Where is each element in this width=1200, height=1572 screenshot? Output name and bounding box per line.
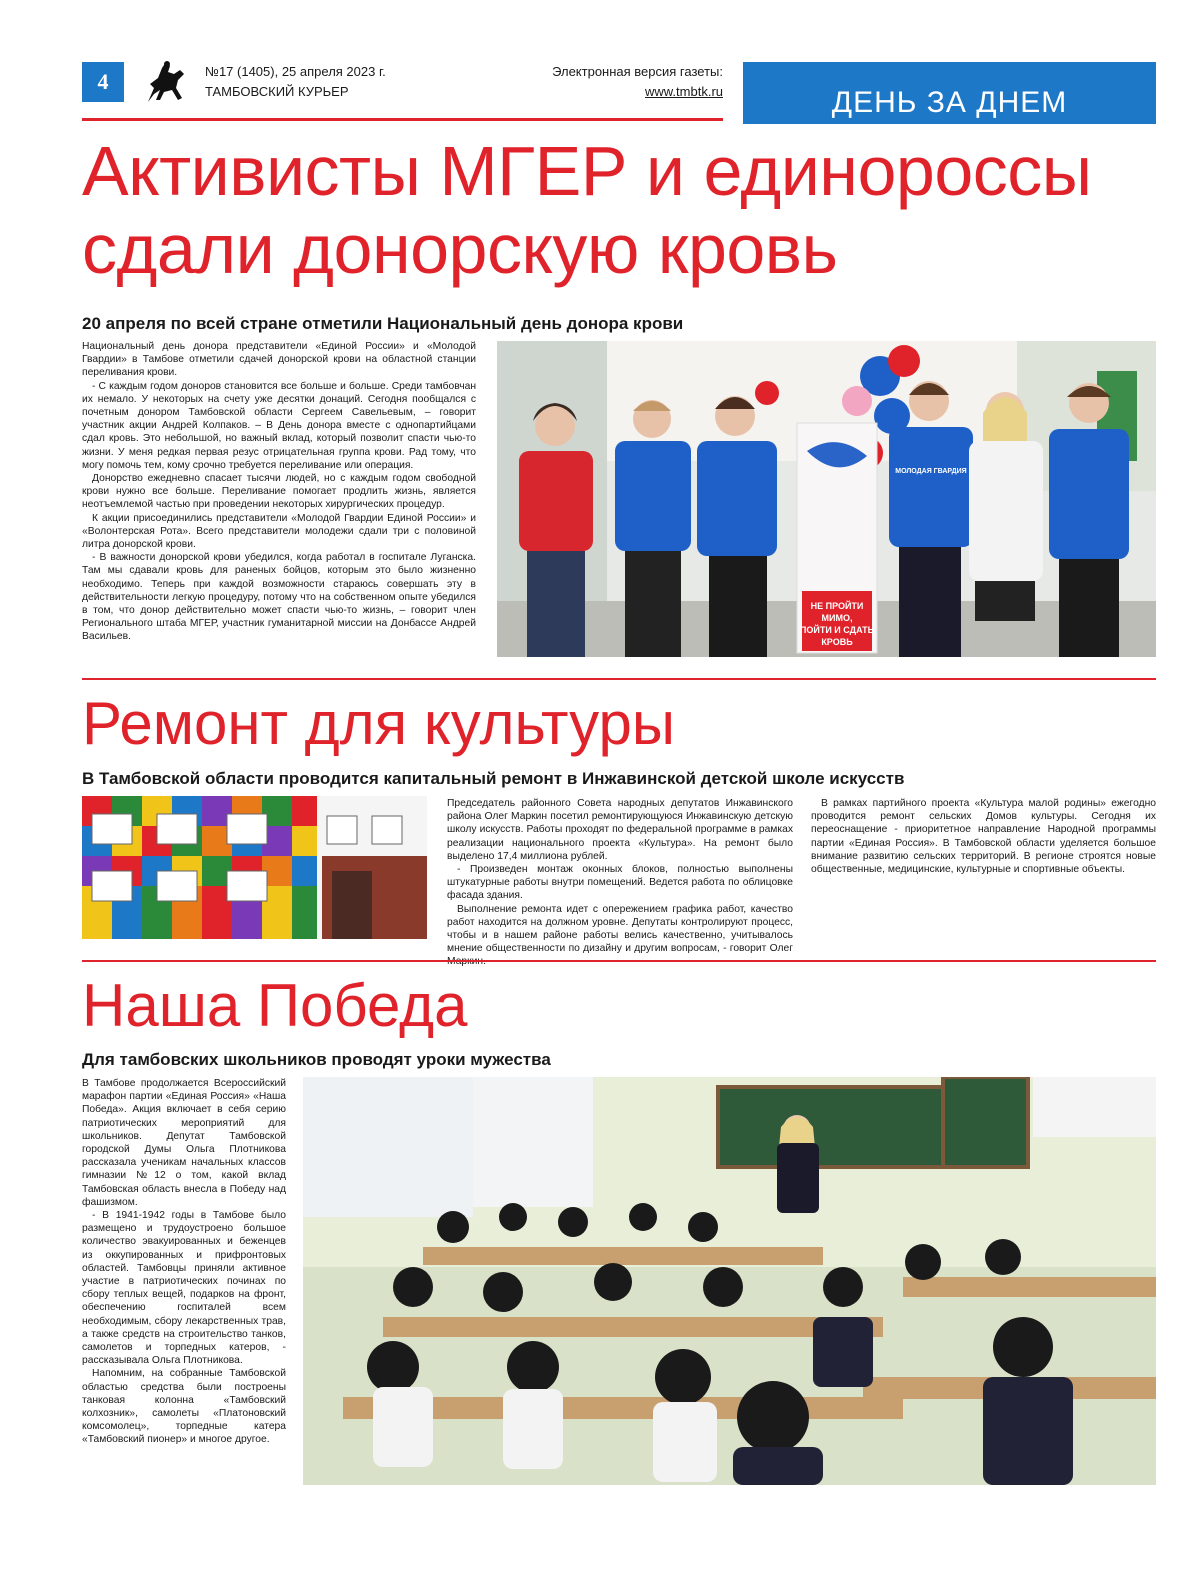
article2-paragraph: - Произведен монтаж оконных блоков, полностью выполнены штукатурные работы внутри помещений. Ведется работа по облицовке фасада здания. — [447, 864, 793, 902]
article1-text — [82, 340, 476, 644]
article1-paragraph: - В важности донорской крови убедился, когда работал в госпитале Луганска. Там мы сдавали кровь для раненых бойцов, которым это было жизненно необходимо. Теперь при каждой возможности стараюсь совершать эту в действительности легкую процедуру, потому что на собственном опыте убедился в том, что донор действительно может спасти чью-то жизнь, – говорит член Регионального штаба МГЕР, участник гуманитарной миссии на Донбассе Андрей Васильев. — [82, 552, 476, 643]
article1-paragraph: Донорство ежедневно спасает тысячи людей, но с каждым годом свободной крови нужно все больше. Переливание помогает продлить жизнь, является неотъемлемой частью при проведении некоторых хирургических процедур. — [82, 473, 476, 511]
article1-paragraph: Национальный день донора представители «Единой России» и «Молодой Гвардии» в Тамбове отметили сдачей донорской крови на областной станции переливания крови. — [82, 341, 476, 379]
electronic-version — [470, 62, 723, 102]
article2-column-2 — [811, 797, 1156, 876]
article2-paragraph: Председатель районного Совета народных депутатов Инжавинского района Олег Маркин посетил ремонтирующуюся Инжавинскую детскую школу искусств. Работы проходят по федеральной программе в рамках реализации национального проекта «Культура». На ремонт было выделено 17,4 миллиона рублей. — [447, 798, 793, 862]
article3-paragraph: Напомним, на собранные Тамбовской областью средства были построены танковая колонна «Тамбовский колхозник», самолеты «Платоновский комсомолец», торпедные катера «Тамбовский пионер» и многое другое. — [82, 1368, 286, 1446]
rubric-banner: ДЕНЬ ЗА ДНЕМ — [743, 62, 1156, 124]
donors-group-photo — [497, 341, 1156, 657]
article3-subtitle: Для тамбовских школьников проводят уроки мужества — [82, 1050, 551, 1069]
banner-line: КРОВЬ — [821, 637, 853, 647]
page-number: 4 — [82, 62, 124, 102]
section-separator — [82, 960, 1156, 962]
article2-paragraph: В рамках партийного проекта «Культура малой родины» ежегодно проводится ремонт сельских Домов культуры. Сегодня их переоснащение - приоритетное направление Народной программы партии «Единая Россия». В Тамбовской области уделяется большое внимание развитию сельских территорий. В регионе строятся новые общественные, медицинские, культурные и спортивные объекты. — [811, 798, 1156, 876]
banner-line: НЕ ПРОЙТИ — [810, 601, 864, 611]
banner-line: ПОЙТИ И СДАТЬ — [799, 625, 875, 635]
classroom-photo — [303, 1077, 1156, 1485]
website-link[interactable]: www.tmbtk.ru — [644, 84, 723, 99]
article2-paragraph: Выполнение ремонта идет с опережением графика работ, качество работ находится на должном уровне. Депутаты контролируют процесс, чтобы и в нашем районе работы велись качественно, учитывалось мнение общественности по дизайну и другим вопросам, - говорит Олег — [447, 903, 793, 955]
header-rule — [82, 118, 723, 121]
article3-paragraph: - В 1941-1942 годы в Тамбове было размещено и трудоустроено большое количество эвакуированных и беженцев из оккупированных и прифронтовых областей. Тамбовцы приняли активное участие в патриотических починах по сбору теплых вещей, подарков на фронт, обеспечению госпиталей всем необходимым, сбору лекарственных трав, а также средств на строительство танков, самолетов и торпедных катеров, - рассказывала Ольга Плотникова. — [82, 1210, 286, 1367]
electronic-label: Электронная версия газеты: — [552, 64, 723, 79]
article1-title: Активисты МГЕР и единороссы сдали донорскую кровь — [82, 132, 1092, 288]
issue-line: №17 (1405), 25 апреля 2023 г. — [205, 64, 386, 79]
shirt-text: МОЛОДАЯ ГВАРДИЯ — [895, 468, 967, 475]
article1-paragraph: - С каждым годом доноров становится все больше и больше. Среди тамбовчан их немало. У некоторых на счету уже десятки донаций. Сегодня пообщался с почетным донором Тамбовской области Сергеем Савельевым, – говорит участник акции Андрей Колпаков. – В День донора вместе с однопартийцами сдал кровь. Это небольшой, но важный вклад, который позволит спасти чью-то жизни. У меня редкая первая резус отрицательная группа крови. Рад тому, что могу помочь тем, кому срочно требуется переливание или операция. — [82, 380, 476, 471]
horseman-logo-icon — [140, 58, 190, 106]
article1-paragraph: К акции присоединились представители «Молодой Гвардии Единой России» и «Волонтерская Рота». Всего представители молодежи сдали три с половиной литра донорской крови. — [82, 512, 476, 551]
article2-title: Ремонт для культуры — [82, 690, 675, 757]
school-facade-photo — [82, 796, 427, 939]
section-separator — [82, 678, 1156, 680]
article3-paragraph: В Тамбове продолжается Всероссийский марафон партии «Единая Россия» «Наша Победа». Акция включает в себя серию патриотических мероприятий для школьников. Депутат Тамбовской городской Думы Ольга Плотникова рассказала ученикам начальных классов гимназии №12 о том, какой вклад Тамбовская область внесла в Победу над фашизмом. — [82, 1078, 286, 1208]
article1-subtitle: 20 апреля по всей стране отметили Национальный день донора крови — [82, 314, 684, 333]
article2-subtitle: В Тамбовской области проводится капитальный ремонт в Инжавинской детской школе искусств — [82, 769, 905, 788]
article3-text — [82, 1077, 286, 1447]
article3-title: Наша Победа — [82, 972, 468, 1039]
article2-column-1 — [447, 797, 793, 969]
banner-line: МИМО, — [821, 613, 853, 623]
paper-name: ТАМБОВСКИЙ КУРЬЕР — [205, 84, 349, 99]
issue-info — [205, 62, 386, 102]
